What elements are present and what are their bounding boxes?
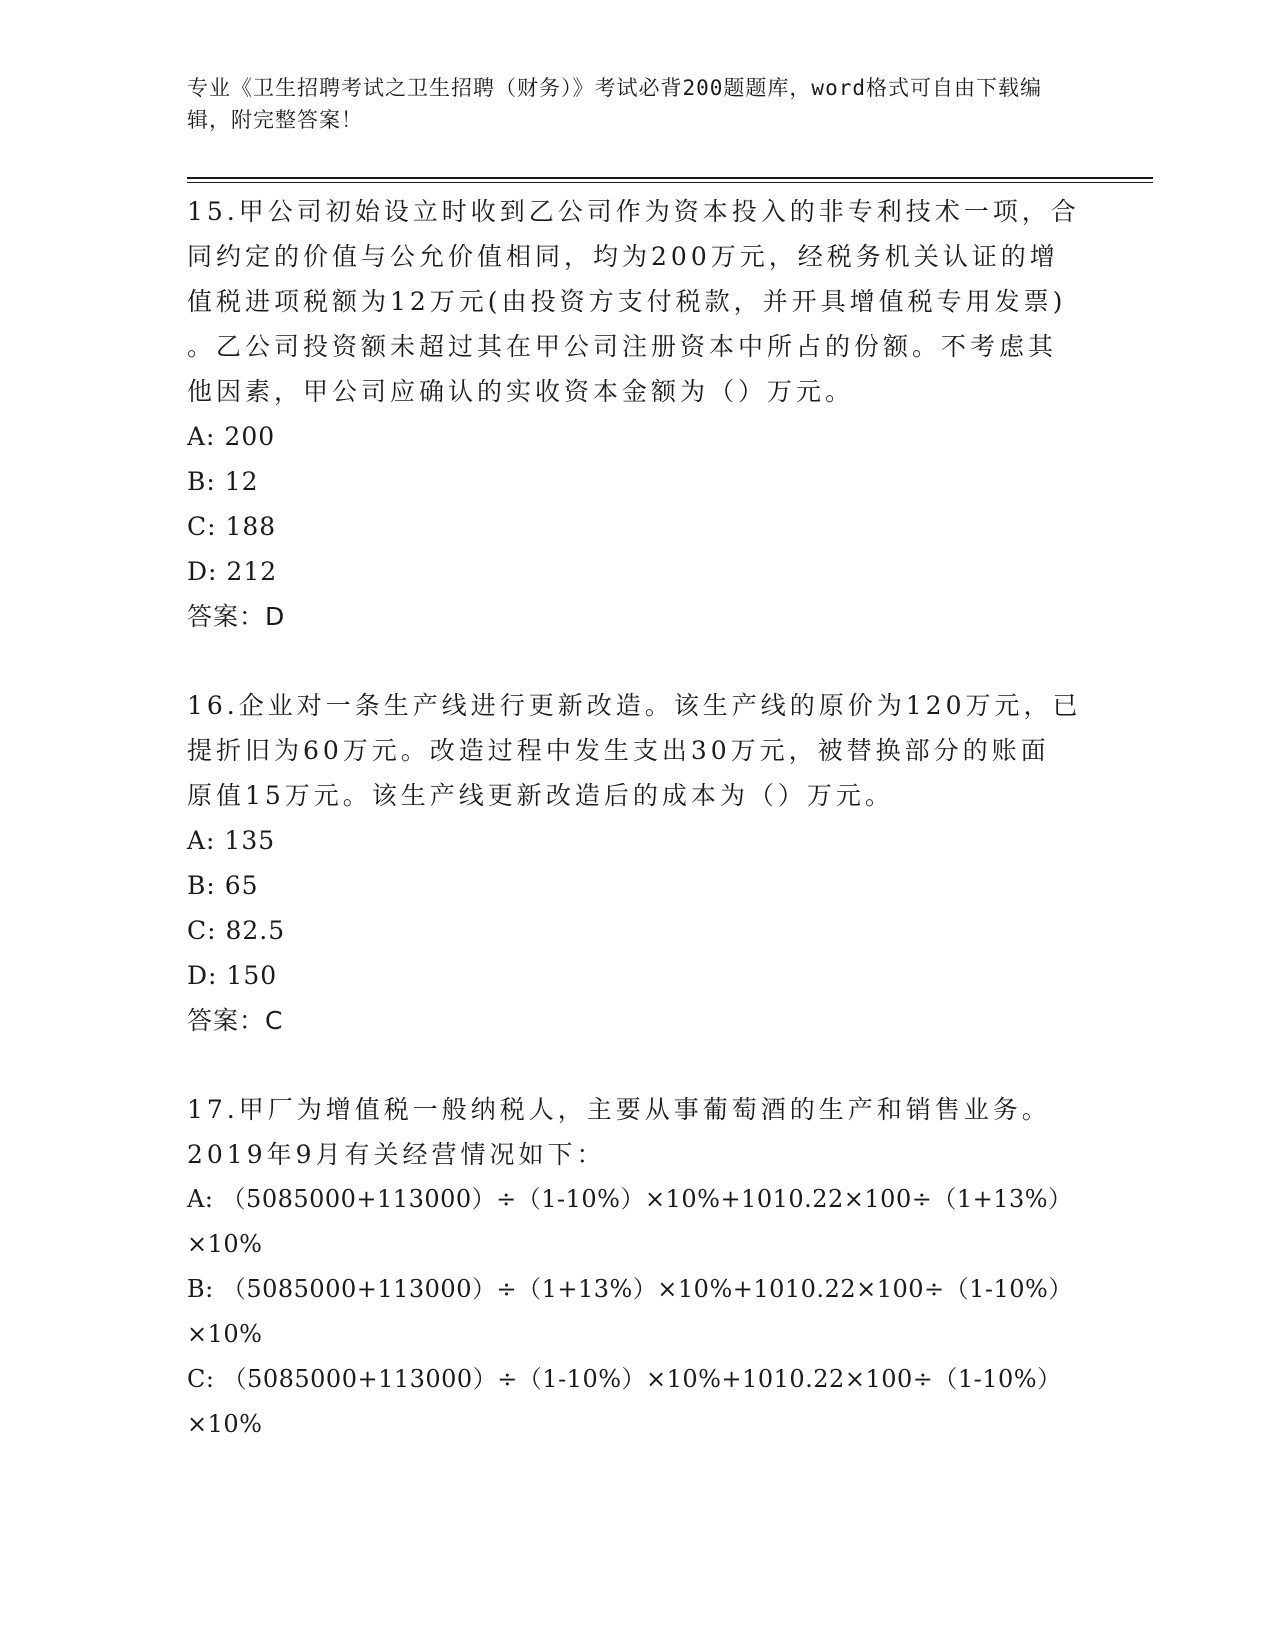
- question-stem-line: 他因素，甲公司应确认的实收资本金额为（）万元。: [187, 377, 855, 406]
- header-title: 专业《卫生招聘考试之卫生招聘（财务）》考试必背200题题库，word格式可自由下载编辑，附完整答案！: [187, 76, 1042, 132]
- question-spacer: [187, 1043, 1087, 1087]
- option-b: B: 12: [187, 467, 259, 496]
- question-stem-line: 15.甲公司初始设立时收到乙公司作为资本投入的非专利技术一项，合: [187, 197, 1080, 226]
- header-divider-thick: [187, 177, 1153, 179]
- question-spacer: [187, 639, 1087, 683]
- answer-line: 答案：D: [187, 602, 286, 631]
- answer-line: 答案：C: [187, 1006, 284, 1035]
- option-d: D: 212: [187, 557, 278, 586]
- question-stem-line: 值税进项税额为12万元(由投资方支付税款，并开具增值税专用发票): [187, 287, 1067, 316]
- option-b: B: （5085000+113000）÷（1+13%）×10%+1010.22×100÷（1-10%）: [187, 1275, 1073, 1303]
- option-c: C: （5085000+113000）÷（1-10%）×10%+1010.22×100÷（1-10%）: [187, 1365, 1062, 1393]
- option-b: B: 65: [187, 871, 259, 900]
- option-b-continued: ×10%: [187, 1320, 263, 1348]
- option-a-continued: ×10%: [187, 1230, 263, 1258]
- question-stem-line: 原值15万元。该生产线更新改造后的成本为（）万元。: [187, 781, 894, 810]
- option-c: C: 188: [187, 512, 277, 541]
- question-16: [187, 683, 1087, 1043]
- question-list: [187, 189, 1087, 1447]
- question-15: [187, 189, 1087, 639]
- header-divider-thin: [187, 182, 1153, 183]
- option-a: A: 200: [187, 422, 276, 451]
- question-stem-line: 2019年9月有关经营情况如下：: [187, 1140, 606, 1169]
- option-c: C: 82.5: [187, 916, 286, 945]
- document-header: [187, 72, 1067, 136]
- question-stem-line: 提折旧为60万元。改造过程中发生支出30万元，被替换部分的账面: [187, 736, 1050, 765]
- question-stem-line: 。乙公司投资额未超过其在甲公司注册资本中所占的份额。不考虑其: [187, 332, 1058, 361]
- question-17: [187, 1087, 1087, 1447]
- question-stem-line: 16.企业对一条生产线进行更新改造。该生产线的原价为120万元，已: [187, 691, 1082, 720]
- option-a: A: 135: [187, 826, 276, 855]
- question-stem-line: 同约定的价值与公允价值相同，均为200万元，经税务机关认证的增: [187, 242, 1059, 271]
- option-a: A: （5085000+113000）÷（1-10%）×10%+1010.22×100÷（1+13%）: [187, 1185, 1073, 1213]
- question-stem-line: 17.甲厂为增值税一般纳税人，主要从事葡萄酒的生产和销售业务。: [187, 1095, 1051, 1124]
- option-d: D: 150: [187, 961, 278, 990]
- option-c-continued: ×10%: [187, 1410, 263, 1438]
